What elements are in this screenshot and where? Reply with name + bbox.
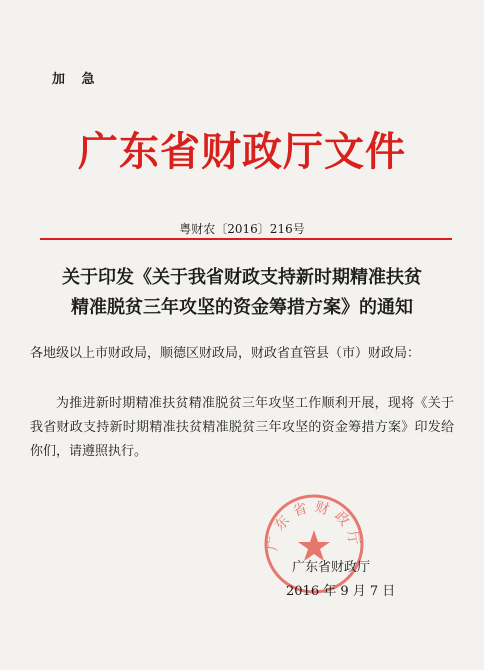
addressee: 各地级以上市财政局，顺德区财政局，财政省直管县（市）财政局： <box>30 346 421 361</box>
red-divider-line <box>40 238 452 240</box>
issue-date: 2016 年 9 月 7 日 <box>286 584 396 599</box>
notice-title-line-1: 关于印发《关于我省财政支持新时期精准扶贫 <box>62 267 422 288</box>
document-number: 粤财农〔2016〕216号 <box>179 222 305 236</box>
notice-title-line-2: 精准脱贫三年攻坚的资金筹措方案》的通知 <box>71 297 413 318</box>
body-paragraph: 为推进新时期精准扶贫精准脱贫三年攻坚工作顺利开展，现将《关于我省财政支持新时期精准扶贫精准脱贫三年攻坚的资金筹措方案》印发给你们，请遵照执行。 <box>30 396 454 459</box>
notice-title <box>22 263 462 323</box>
seal-text: 广东省财政厅 <box>264 499 364 553</box>
issuer-name: 广东省财政厅 <box>292 560 371 575</box>
urgency-label: 加 急 <box>52 72 101 87</box>
document-header-title: 广东省财政厅文件 <box>78 128 406 175</box>
